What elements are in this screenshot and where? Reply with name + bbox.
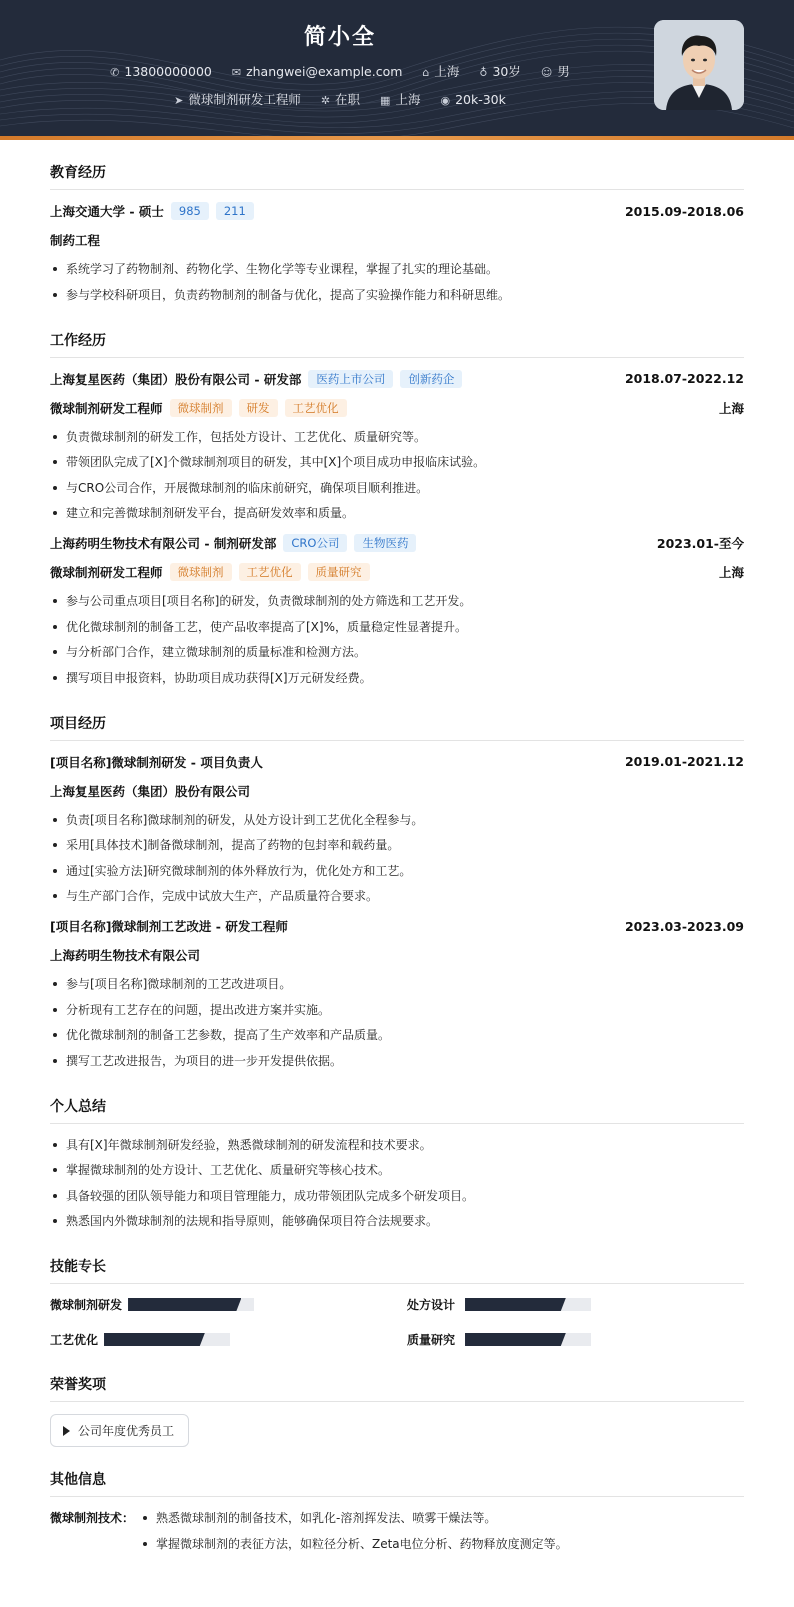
project-date: 2023.03-2023.09 <box>624 918 744 934</box>
list-item: 参与公司重点项目[项目名称]的研发，负责微球制剂的处方筛选和工艺开发。 <box>50 592 744 610</box>
skill-fill <box>104 1333 205 1346</box>
project-date: 2019.01-2021.12 <box>624 754 744 769</box>
other-section <box>50 1469 744 1565</box>
role-tag: 工艺优化 <box>285 399 347 417</box>
education-row <box>50 202 744 220</box>
list-item: 具备较强的团队领导能力和项目管理能力，成功带领团队完成多个研发项目。 <box>50 1187 744 1205</box>
status-value: 在职 <box>335 92 361 107</box>
list-item: 优化微球制剂的制备工艺参数，提高了生产效率和产品质量。 <box>50 1026 744 1044</box>
skill-fill <box>128 1298 241 1311</box>
list-item: 采用[具体技术]制备微球制剂，提高了药物的包封率和载药量。 <box>50 836 744 854</box>
skill-name: 处方设计 <box>407 1298 456 1312</box>
avatar <box>654 20 744 110</box>
projects-title: 项目经历 <box>50 713 744 741</box>
skill-name: 质量研究 <box>407 1333 456 1347</box>
role-tag: 微球制剂 <box>170 563 232 581</box>
awards-title: 荣誉奖项 <box>50 1374 744 1402</box>
list-item: 负责[项目名称]微球制剂的研发，从处方设计到工艺优化全程参与。 <box>50 811 744 829</box>
skill-item <box>407 1296 744 1313</box>
list-item: 分析现有工艺存在的问题，提出改进方案并实施。 <box>50 1001 744 1019</box>
age-value: 30岁 <box>492 64 521 79</box>
projects-section <box>50 713 744 1070</box>
status-item <box>321 90 360 108</box>
project-entry <box>50 917 744 1070</box>
project-org: 上海复星医药（集团）股份有限公司 <box>50 783 251 799</box>
list-item: 与CRO公司合作，开展微球制剂的临床前研究，确保项目顺利推进。 <box>50 479 744 497</box>
resume-header <box>0 0 794 140</box>
gender-icon: ☺ <box>540 66 553 79</box>
skill-bar <box>128 1298 254 1311</box>
list-item: 熟悉微球制剂的制备技术，如乳化-溶剂挥发法、喷雾干燥法等。 <box>140 1509 568 1527</box>
gender-value: 男 <box>557 64 570 79</box>
list-item: 优化微球制剂的制备工艺，使产品收率提高了[X]%，质量稳定性显著提升。 <box>50 618 744 636</box>
work-city: 上海 <box>718 400 744 416</box>
project-name: [项目名称]微球制剂研发 - 项目负责人 <box>50 754 263 770</box>
company-tag: 生物医药 <box>354 534 416 552</box>
work-city-item <box>380 90 420 108</box>
company-tag: CRO公司 <box>283 534 347 552</box>
list-item: 参与[项目名称]微球制剂的工艺改进项目。 <box>50 975 744 993</box>
salary-value: 20k-30k <box>455 92 506 107</box>
salary-icon: ◉ <box>440 94 451 107</box>
role-name: 微球制剂研发工程师 <box>50 400 163 416</box>
position-item <box>174 90 301 108</box>
skill-bar <box>104 1333 230 1346</box>
school-name: 上海交通大学 - 硕士 <box>50 204 164 219</box>
education-bullets <box>50 260 744 304</box>
skill-bar <box>465 1298 591 1311</box>
skill-item <box>50 1296 387 1313</box>
skill-fill <box>465 1333 566 1346</box>
mail-icon: ✉ <box>231 66 242 79</box>
education-title: 教育经历 <box>50 162 744 190</box>
company-name: 上海复星医药（集团）股份有限公司 - 研发部 <box>50 371 302 387</box>
company-tag: 创新药企 <box>400 370 462 388</box>
list-item: 与生产部门合作，完成中试放大生产，产品质量符合要求。 <box>50 887 744 905</box>
city-value: 上海 <box>434 64 460 79</box>
school-tag: 211 <box>216 202 254 220</box>
list-item: 通过[实验方法]研究微球制剂的体外释放行为，优化处方和工艺。 <box>50 862 744 880</box>
work-city: 上海 <box>718 565 744 580</box>
salary-item <box>440 92 505 107</box>
role-tag: 研发 <box>239 399 278 417</box>
email-item <box>232 64 403 79</box>
school-tag: 985 <box>171 202 209 220</box>
list-item: 系统学习了药物制剂、药物化学、生物化学等专业课程，掌握了扎实的理论基础。 <box>50 260 744 278</box>
list-item: 掌握微球制剂的表征方法，如粒径分析、Zeta电位分析、药物释放度测定等。 <box>140 1535 568 1553</box>
list-item: 参与学校科研项目，负责药物制剂的制备与优化，提高了实验操作能力和科研思维。 <box>50 286 744 304</box>
list-item: 掌握微球制剂的处方设计、工艺优化、质量研究等核心技术。 <box>50 1161 744 1179</box>
role-tag: 质量研究 <box>308 563 370 581</box>
award-label: 公司年度优秀员工 <box>78 1424 175 1438</box>
list-item: 撰写项目申报资料，协助项目成功获得[X]万元研发经费。 <box>50 669 744 687</box>
skill-item <box>407 1331 744 1348</box>
role-tag: 微球制剂 <box>170 399 232 417</box>
skill-fill <box>465 1298 566 1311</box>
summary-title: 个人总结 <box>50 1096 744 1124</box>
list-item: 具有[X]年微球制剂研发经验，熟悉微球制剂的研发流程和技术要求。 <box>50 1136 744 1154</box>
candidate-name: 简小全 <box>303 25 376 50</box>
send-icon: ➤ <box>174 94 184 107</box>
phone-item <box>110 64 212 79</box>
skills-section <box>50 1256 744 1348</box>
awards-section <box>50 1374 744 1447</box>
summary-section <box>50 1096 744 1231</box>
work-section <box>50 330 744 687</box>
email-value: zhangwei@example.com <box>246 64 403 79</box>
work-date: 2018.07-2022.12 <box>624 371 744 386</box>
list-item: 负责微球制剂的研发工作，包括处方设计、工艺优化、质量研究等。 <box>50 428 744 446</box>
list-item: 撰写工艺改进报告，为项目的进一步开发提供依据。 <box>50 1052 744 1070</box>
education-date: 2015.09-2018.06 <box>624 203 744 219</box>
list-item: 建立和完善微球制剂研发平台，提高研发效率和质量。 <box>50 504 744 522</box>
other-title: 其他信息 <box>50 1469 744 1497</box>
company-name: 上海药明生物技术有限公司 - 制剂研发部 <box>50 536 277 551</box>
skill-name: 工艺优化 <box>50 1333 99 1347</box>
play-icon <box>63 1426 70 1436</box>
project-entry <box>50 753 744 906</box>
gender-item <box>541 62 570 80</box>
role-name: 微球制剂研发工程师 <box>50 565 163 580</box>
phone-value: 13800000000 <box>124 64 212 79</box>
skills-title: 技能专长 <box>50 1256 744 1284</box>
city-item <box>422 62 459 80</box>
work-city-value: 上海 <box>395 92 421 107</box>
position-value: 微球制剂研发工程师 <box>188 92 301 107</box>
avatar-portrait-icon <box>654 20 744 110</box>
company-tag: 医药上市公司 <box>308 370 393 388</box>
header-accent-line <box>0 136 794 140</box>
skill-item <box>50 1331 387 1348</box>
skill-name: 微球制剂研发 <box>50 1298 123 1312</box>
phone-icon: ✆ <box>110 66 120 79</box>
home-icon: ⌂ <box>422 66 430 79</box>
project-name: [项目名称]微球制剂工艺改进 - 研发工程师 <box>50 919 288 934</box>
age-item <box>479 62 520 80</box>
role-tag: 工艺优化 <box>239 563 301 581</box>
age-icon: ♁ <box>479 66 488 79</box>
work-entry <box>50 534 744 687</box>
major: 制药工程 <box>50 233 101 248</box>
building-icon: ▦ <box>380 94 391 107</box>
job-intent-row <box>0 90 680 108</box>
skill-bar <box>465 1333 591 1346</box>
work-entry <box>50 370 744 523</box>
project-org: 上海药明生物技术有限公司 <box>50 948 201 963</box>
education-section <box>50 162 744 304</box>
list-item: 与分析部门合作，建立微球制剂的质量标准和检测方法。 <box>50 643 744 661</box>
list-item: 带领团队完成了[X]个微球制剂项目的研发，其中[X]个项目成功申报临床试验。 <box>50 453 744 471</box>
award-item[interactable] <box>50 1414 189 1447</box>
work-date: 2023.01-至今 <box>656 536 744 551</box>
list-item: 熟悉国内外微球制剂的法规和指导原则，能够确保项目符合法规要求。 <box>50 1212 744 1230</box>
other-label: 微球制剂技术： <box>50 1511 135 1525</box>
status-icon: ✲ <box>320 94 331 107</box>
work-title: 工作经历 <box>50 330 744 358</box>
contact-row <box>0 62 680 80</box>
